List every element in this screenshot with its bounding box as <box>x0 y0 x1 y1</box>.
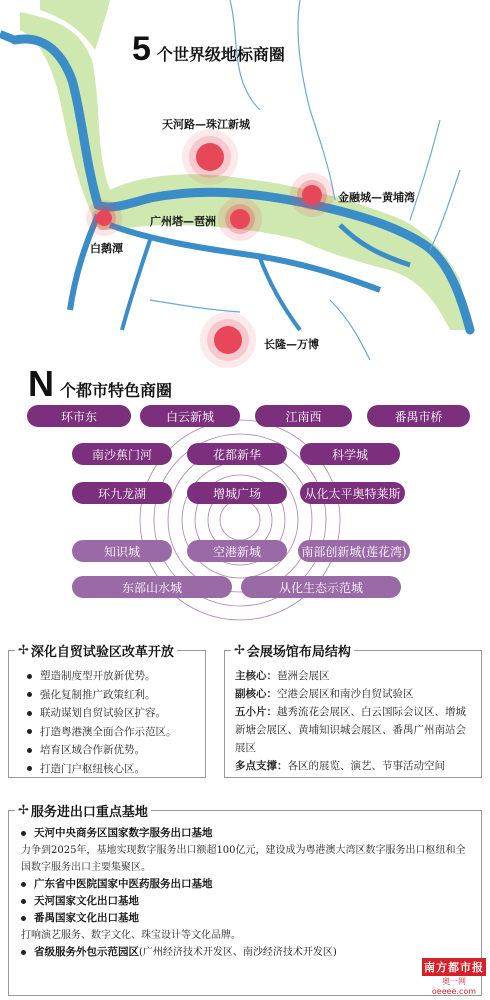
bullet-icon <box>27 674 32 679</box>
kv-value: 空港会展区和南沙自贸试验区 <box>277 688 414 700</box>
kv-value: 越秀流花会展区、白云国际会议区、增城新塘会展区、黄埔知识城会展区、番禺广州南站会展区 <box>235 706 466 754</box>
list-item-title: 省级服务外包示范园区 <box>34 946 139 958</box>
list-item <box>21 944 473 961</box>
bullet-icon <box>27 729 32 734</box>
pill-huadu: 花都新华 <box>187 443 287 465</box>
kv-value: 琶洲会展区 <box>277 670 330 682</box>
list-item <box>27 686 205 705</box>
label-huangpu: 金融城—黄埔湾 <box>338 191 415 204</box>
n-title-letter: N <box>28 363 54 404</box>
exhibition-list <box>225 651 481 775</box>
bullet-icon <box>21 916 26 921</box>
pill-kexuecheng: 科学城 <box>300 443 400 465</box>
hotspot-changlong <box>200 312 256 368</box>
pill-dongbu-shanshui: 东部山水城 <box>72 576 232 598</box>
pill-konggang: 空港新城 <box>187 540 287 562</box>
list-item-text: 打造粤港澳全面合作示范区。 <box>40 725 177 738</box>
list-item-text: 塑造制度型开放新优势。 <box>40 670 156 682</box>
list-item-title: 天河中央商务区国家数字服务出口基地 <box>34 827 213 839</box>
pill-zhishicheng: 知识城 <box>72 540 172 562</box>
list-item <box>27 741 205 760</box>
service-list <box>9 811 481 961</box>
list-item <box>21 825 473 842</box>
service-box-title: 服务进出口重点基地 <box>30 805 148 820</box>
plus-icon: ✢ <box>18 643 29 658</box>
newspaper-logo <box>422 958 486 996</box>
pill-conghua-outlets: 从化太平奥特莱斯 <box>300 482 405 504</box>
kv-row <box>235 757 473 775</box>
kv-key: 主核心： <box>235 670 277 682</box>
pill-nanbu-chuangxin: 南部创新城(莲花湾) <box>298 540 410 562</box>
list-item-text: 培育区域合作新优势。 <box>40 744 145 756</box>
service-box-header <box>15 801 151 820</box>
hotspot-baietan <box>86 200 122 236</box>
list-item <box>21 876 473 893</box>
list-item-title: 广东省中医院国家中医药服务出口基地 <box>34 878 213 890</box>
service-trade-box <box>8 803 482 996</box>
logo-sub: 奥一网 oeeee.com <box>431 977 477 996</box>
pill-huanshidong: 环市东 <box>27 405 131 427</box>
bullet-icon <box>21 950 26 955</box>
list-item-title: 番禺国家文化出口基地 <box>34 912 139 924</box>
list-item-text: 强化复制推广政策红利。 <box>40 688 156 701</box>
kv-row <box>235 703 473 757</box>
hotspot-pazhou <box>218 197 262 241</box>
kv-key: 副核心： <box>235 688 277 700</box>
logo-name: 南方都市报 <box>422 958 486 976</box>
tributary <box>410 120 440 220</box>
kv-key: 多点支撑： <box>235 760 288 772</box>
list-item-text: 打造门户枢纽核心区。 <box>40 762 145 775</box>
exhibition-box-title: 会展场馆布局结构 <box>246 645 351 660</box>
tributary <box>430 170 460 250</box>
ftz-reform-box <box>8 643 206 778</box>
plus-icon: ✢ <box>234 643 245 658</box>
kv-row <box>235 667 473 685</box>
map-title-number: 5 <box>132 30 151 68</box>
bullet-icon <box>27 711 32 716</box>
list-item <box>27 723 205 742</box>
exhibition-box-header <box>231 641 354 660</box>
map-title-text: 个世界级地标商圈 <box>156 45 285 64</box>
n-title-text: 个都市特色商圈 <box>60 381 173 400</box>
exhibition-layout-box <box>224 643 482 778</box>
list-item-title: 天河国家文化出口基地 <box>34 895 139 907</box>
plus-icon: ✢ <box>18 803 29 818</box>
list-item-desc: 打响演艺服务、数字文化、珠宝设计等文化品牌。 <box>21 930 241 941</box>
pill-jiulonghu: 环九龙湖 <box>72 482 172 504</box>
bullet-icon <box>27 748 32 753</box>
bullet-icon <box>21 831 26 836</box>
ftz-box-title: 深化自贸试验区改革开放 <box>30 645 174 660</box>
tributary <box>150 300 240 312</box>
river-south-4 <box>260 258 300 330</box>
pill-baiyunxincheng: 白云新城 <box>140 405 240 427</box>
bullet-icon <box>21 899 26 904</box>
pill-conghua-shengtai: 从化生态示范城 <box>241 576 401 598</box>
list-item <box>21 910 473 927</box>
list-item <box>27 760 205 779</box>
bullet-icon <box>21 882 26 887</box>
kv-value: 各区的展览、演艺、节事活动空间 <box>287 760 445 772</box>
tributary <box>298 0 335 200</box>
hotspot-tianhe <box>182 129 238 185</box>
label-tianhe: 天河路—珠江新城 <box>162 118 250 131</box>
map-title <box>132 32 285 66</box>
river-west <box>0 34 15 40</box>
ftz-list <box>9 651 205 778</box>
kv-row <box>235 685 473 703</box>
label-changlong: 长隆—万博 <box>264 338 319 351</box>
label-baietan: 白鹅潭 <box>90 242 123 255</box>
list-item-text: 联动谋划自贸试验区扩容。 <box>40 707 166 719</box>
pill-nansha: 南沙蕉门河 <box>72 443 172 465</box>
list-item <box>21 893 473 910</box>
ftz-box-header <box>15 641 177 660</box>
pill-panyushiqiao: 番禺市桥 <box>367 405 470 427</box>
list-item-note: (广州经济技术开发区、南沙经济技术开发区) <box>139 947 337 958</box>
kv-key: 五小片： <box>235 706 277 718</box>
pill-jiangnanxi: 江南西 <box>255 405 352 427</box>
river-south-3 <box>122 240 150 330</box>
list-item-desc: 力争到2025年，基地实现数字服务出口额超100亿元，建设成为粤港澳大湾区数字服务出口枢纽和全国数字服务出口主要集聚区。 <box>21 845 466 873</box>
list-item <box>27 704 205 723</box>
list-item <box>27 667 205 686</box>
hotspot-huangpu <box>290 173 334 217</box>
pill-zengcheng: 增城广场 <box>187 482 287 504</box>
label-pazhou: 广州塔—琶洲 <box>150 215 216 228</box>
tributary <box>330 300 370 360</box>
bullet-icon <box>27 692 32 697</box>
bullet-icon <box>27 766 32 771</box>
